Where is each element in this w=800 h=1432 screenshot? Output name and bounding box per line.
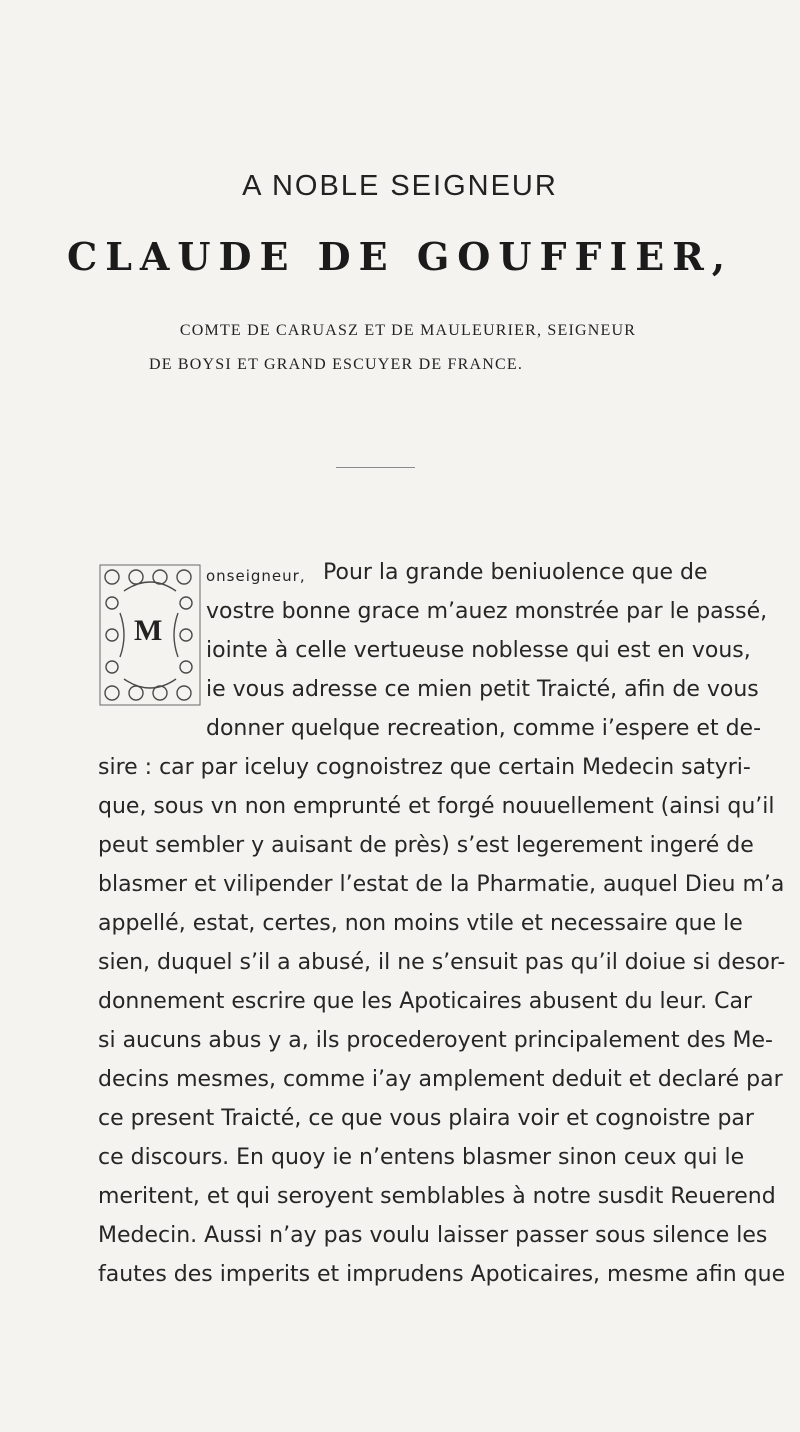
paragraph-line-7: que, sous vn non emprunté et forgé nouuellement (ainsi qu’il: [98, 794, 775, 819]
paragraph-line-8: peut sembler y auisant de près) s’est legerement ingeré de: [98, 833, 754, 858]
paragraph-line-16: ce discours. En quoy ie n’entens blasmer sinon ceux qui le: [98, 1145, 745, 1170]
dedication-heading: A NOBLE SEIGNEUR: [242, 170, 558, 202]
paragraph-line-10: appellé, estat, certes, non moins vtile et necessaire que le: [98, 911, 743, 936]
paragraph-line-14: decins mesmes, comme i’ay amplement deduit et declaré par: [98, 1067, 783, 1092]
paragraph-line-19: fautes des imperits et imprudens Apoticaires, mesme afin que: [98, 1262, 786, 1287]
dedicatee-title-line-1: COMTE DE CARUASZ ET DE MAULEURIER, SEIGNEUR: [179, 322, 637, 339]
paragraph-line-4: ie vous adresse ce mien petit Traicté, afin de vous: [206, 677, 759, 702]
paragraph-line-15: ce present Traicté, ce que vous plaira voir et cognoistre par: [98, 1106, 754, 1131]
paragraph-line-13: si aucuns abus y a, ils procederoyent principalement des Me-: [98, 1028, 773, 1053]
paragraph-line-11: sien, duquel s’il a abusé, il ne s’ensuit pas qu’il doiue si desor-: [98, 950, 786, 975]
paragraph-line-1b: Pour la grande beniuolence que de: [323, 560, 708, 585]
paragraph-line-5: donner quelque recreation, comme i’espere et de-: [206, 716, 762, 741]
paragraph-line-2: vostre bonne grace m’auez monstrée par le passé,: [206, 599, 768, 624]
dedicatee-title-line-2: DE BOYSI ET GRAND ESCUYER DE FRANCE.: [149, 356, 524, 373]
paragraph-line-1a: onseigneur,: [206, 567, 306, 585]
paragraph-line-12: donnement escrire que les Apoticaires abusent du leur. Car: [98, 989, 753, 1014]
paragraph-line-17: meritent, et qui seroyent semblables à notre susdit Reuerend: [98, 1184, 776, 1209]
dedicatee-name: CLAUDE DE GOUFFIER,: [66, 234, 734, 279]
paragraph-line-9: blasmer et vilipender l’estat de la Pharmatie, auquel Dieu m’a: [98, 872, 785, 897]
paragraph-line-18: Medecin. Aussi n’ay pas voulu laisser passer sous silence les: [98, 1223, 768, 1248]
paragraph-line-6: sire : car par iceluy cognoistrez que certain Medecin satyri-: [98, 755, 751, 780]
paragraph-line-3: iointe à celle vertueuse noblesse qui est en vous,: [206, 638, 751, 663]
dropcap-letter: M: [134, 614, 163, 647]
separator-rule: [336, 467, 415, 468]
